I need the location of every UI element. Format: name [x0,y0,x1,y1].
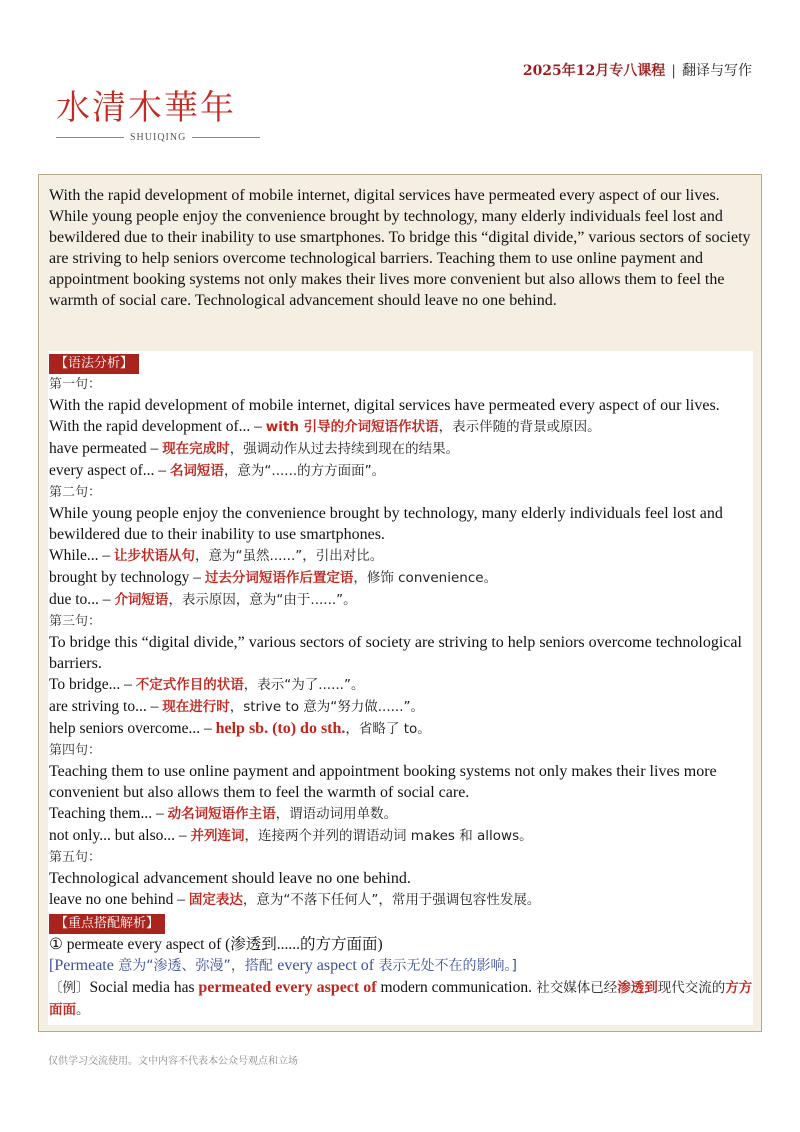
note-key: help sb. (to) do sth. [215,720,346,737]
sentence-label: 第一句： [49,377,102,392]
note-explanation: ，意为“虽然......”，引出对比。 [195,548,384,564]
note-key: 并列连词 [190,828,245,844]
sentence-text: Technological advancement should leave no one behind. [49,870,411,887]
analysis-note [49,567,753,589]
note-key: 介词短语 [114,592,169,608]
note-phrase: due to... – [49,591,111,608]
sentence-text: With the rapid development of mobile internet, digital services have permeated every aspect of our lives. [49,397,720,414]
example-zh-pre: 社交媒体已经 [531,980,618,996]
logo-divider-left [56,137,124,138]
note-explanation: ，连接两个并列的谓语动词 makes 和 allows。 [244,828,533,844]
note-key: 过去分词短语作后置定语 [204,570,354,586]
grammar-tag: 【语法分析】 [49,354,139,374]
note-key: 现在完成时 [162,441,230,457]
logo-english: SHUIQING [130,132,187,143]
note-phrase: Teaching them... – [49,805,164,822]
logo-divider-right [192,137,260,138]
collocation-explanation [49,955,753,977]
course-subject: 翻译与写作 [682,63,752,79]
explanation-zh-1: 意为“渗透、弥漫”，搭配 [113,958,278,974]
note-key: 名词短语 [169,463,224,479]
note-phrase: With the rapid development of... – [49,418,262,435]
analysis-note [49,718,753,740]
explanation-open: [ [49,957,55,974]
analysis-note [49,438,753,460]
note-explanation: ，修饰 convenience。 [353,570,498,586]
example-zh-end: 。 [76,1002,90,1018]
example-pre: Social media has [89,979,199,996]
note-phrase: help seniors overcome... – [49,720,212,737]
example-zh-key-2: 方方面面 [49,980,753,1018]
note-explanation: ，谓语动词用单数。 [275,806,398,822]
analysis-note [49,545,753,567]
note-explanation: ，表示原因，意为“由于......”。 [168,592,357,608]
note-key: 动名词短语作主语 [167,806,276,822]
analysis-note [49,589,753,611]
note-phrase: brought by technology – [49,569,201,586]
note-explanation: ，省略了 to。 [345,721,431,737]
explanation-word-1: Permeate [54,957,114,974]
note-explanation: ，意为“......的方方面面”。 [223,463,386,479]
note-explanation: ，strive to 意为“努力做......”。 [229,699,425,715]
note-key: 固定表达 [188,892,243,908]
sentence-label: 第三句： [49,614,102,629]
logo [56,88,276,143]
note-phrase: have permeated – [49,440,159,457]
content-box [38,174,762,1032]
sentence-text: To bridge this “digital divide,” various sectors of society are striving to help seniors overcome technological barriers. [49,634,742,672]
note-phrase: While... – [49,547,111,564]
example-post: modern communication. [376,979,532,996]
note-phrase: every aspect of... – [49,462,167,479]
analysis-note [49,674,753,696]
passage-text: With the rapid development of mobile internet, digital services have permeated every aspect of our lives. While young people enjoy the convenience brought by technology, many elderly individuals feel lost and bewildered due to their inability to use smartphones. To bridge this “digital divide,” various sectors of society are striving to help seniors overcome technological barriers. Teaching them to use online payment and appointment booking systems not only makes their lives more convenient but also allows them to feel the warmth of social care. Technological advancement should leave no one behind. [49,187,751,309]
explanation-zh-2: 表示无处不在的影响。] [374,958,518,974]
note-key: with 引导的介词短语作状语 [265,419,439,435]
analysis-note [49,889,753,911]
sentence-label: 第五句： [49,850,102,865]
sentence-text: While young people enjoy the convenience brought by technology, many elderly individuals feel lost and bewildered due to their inability to use smartphones. [49,505,723,543]
analysis-note [49,416,753,438]
course-title: 2025年12月专八课程 [522,63,666,79]
note-phrase: are striving to... – [49,698,159,715]
analysis-panel [48,351,753,1025]
note-explanation: ，表示伴随的背景或原因。 [438,419,601,435]
collocation-example [49,977,753,1021]
footer-disclaimer: 仅供学习交流使用。文中内容不代表本公众号观点和立场 [48,1056,298,1067]
example-marker: 〔例〕 [49,980,90,996]
note-key: 让步状语从句 [114,548,195,564]
analysis-note [49,696,753,718]
logo-chinese: 水清木華年 [56,88,236,128]
note-key: 现在进行时 [162,699,230,715]
explanation-word-2: every aspect of [277,957,375,974]
note-phrase: not only... but also... – [49,827,187,844]
example-zh-mid: 现代交流的 [657,980,726,996]
note-phrase: To bridge... – [49,676,132,693]
note-explanation: ，表示“为了......”。 [243,677,365,693]
header-course-info [523,60,752,80]
note-key: 不定式作目的状语 [135,677,244,693]
grammar-sentences [49,374,753,911]
analysis-note [49,825,753,847]
note-phrase: leave no one behind – [49,891,186,908]
analysis-note [49,460,753,482]
note-explanation: ，强调动作从过去持续到现在的结果。 [229,441,460,457]
header-separator: | [671,63,676,79]
sentence-label: 第四句： [49,743,102,758]
collocation-tag: 【重点搭配解析】 [49,914,165,934]
sentence-label: 第二句： [49,485,102,500]
logo-english-row [56,132,276,143]
example-key: permeated every aspect of [198,979,377,996]
sentence-text: Teaching them to use online payment and appointment booking systems not only makes their lives more convenient but also allows them to feel the warmth of social care. [49,763,717,801]
note-explanation: ，意为“不落下任何人”，常用于强调包容性发展。 [242,892,541,908]
example-zh-key-1: 渗透到 [617,980,658,996]
analysis-note [49,803,753,825]
collocation-item: ① permeate every aspect of (渗透到......的方方面面) [49,936,383,953]
